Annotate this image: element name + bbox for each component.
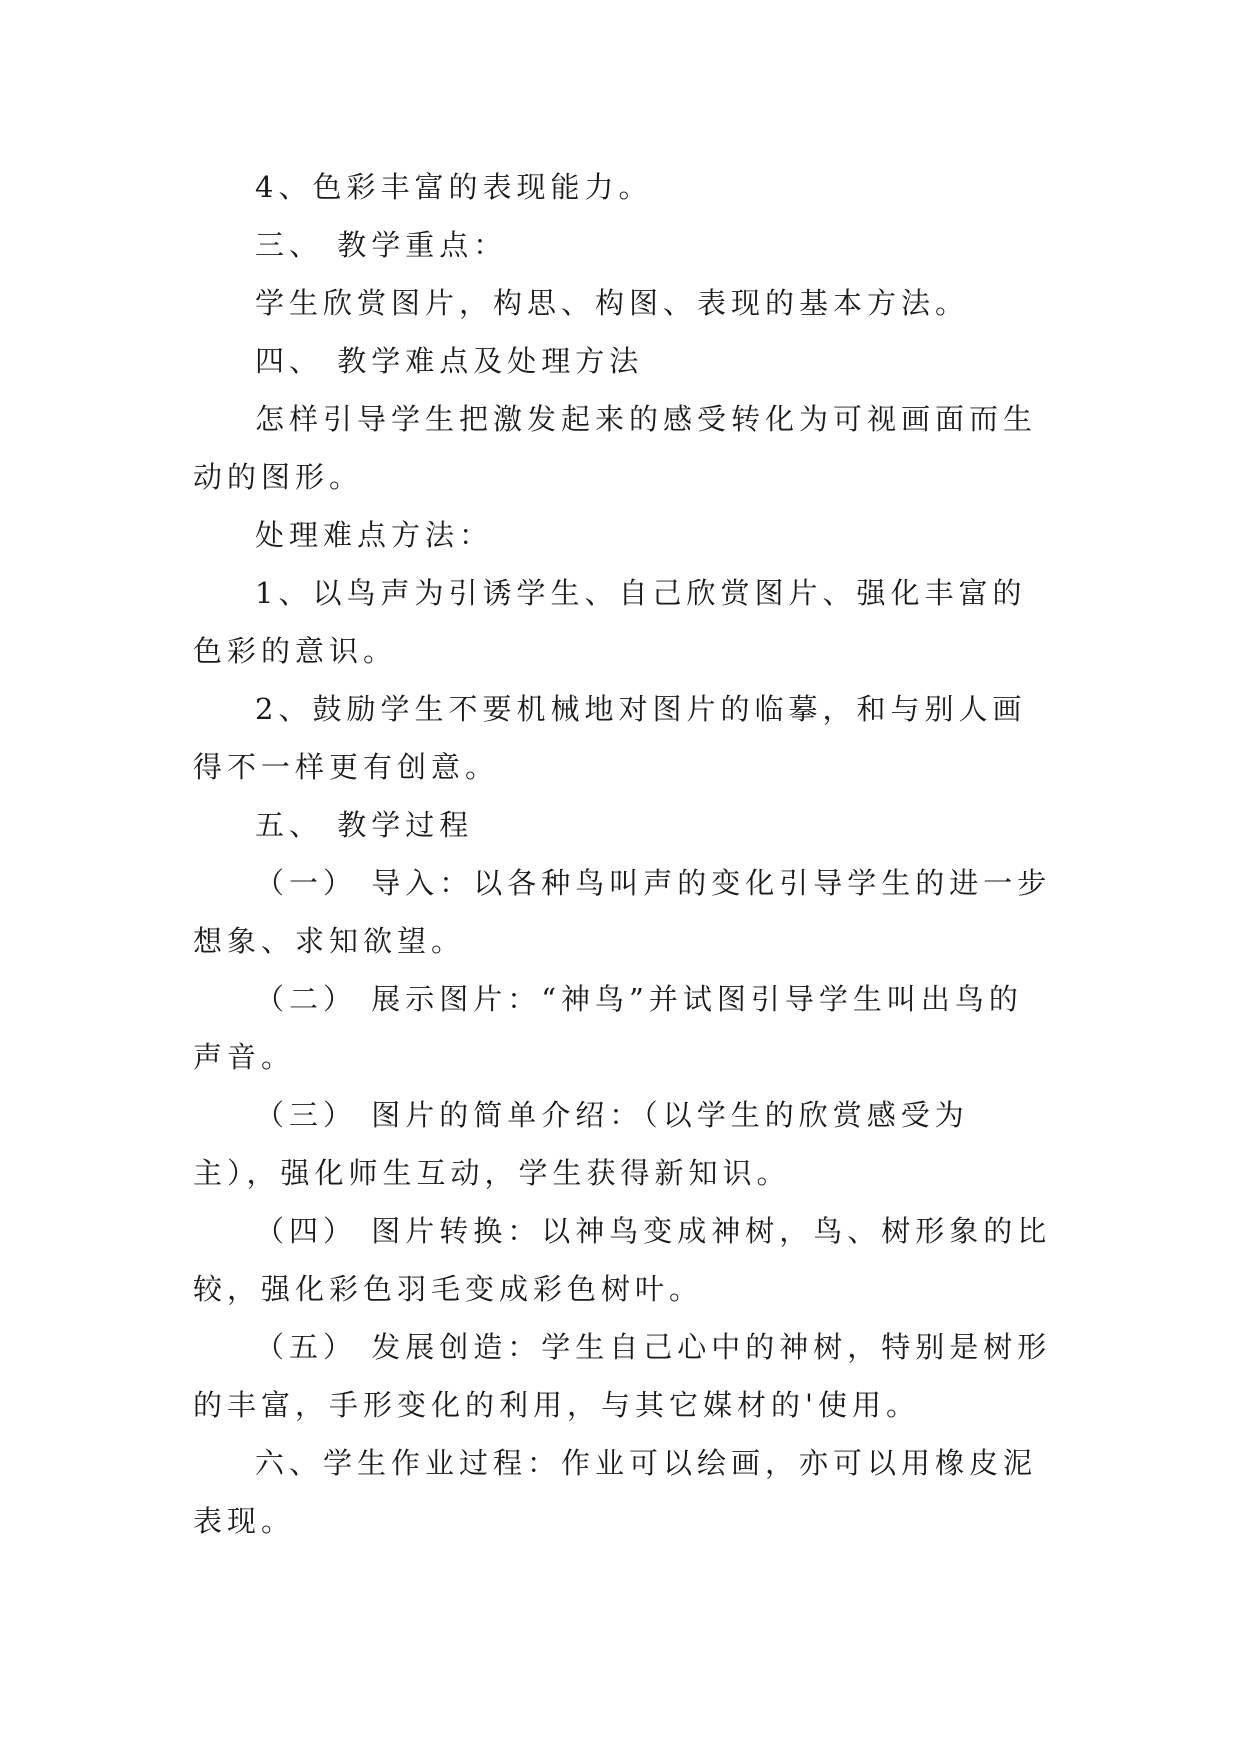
heading-teaching-process: 五、 教学过程 — [255, 808, 474, 842]
paragraph-color-ability: 4、色彩丰富的表现能力。 — [255, 170, 653, 204]
paragraph-process-4: （四） 图片转换：以神鸟变成神树，鸟、树形象的比较，强化彩色羽毛变成彩色树叶。 — [193, 1214, 1052, 1306]
paragraph-student-homework: 六、学生作业过程：作业可以绘画，亦可以用橡皮泥表现。 — [193, 1446, 1038, 1538]
paragraph-process-5: （五） 发展创造：学生自己心中的神树，特别是树形的丰富，手形变化的利用，与其它媒材的'使用。 — [193, 1330, 1052, 1422]
document-body — [193, 158, 1055, 1550]
heading-teaching-difficulty: 四、 教学难点及处理方法 — [255, 344, 644, 378]
paragraph-difficulty-content: 怎样引导学生把激发起来的感受转化为可视画面而生动的图形。 — [193, 402, 1038, 494]
paragraph-process-3: （三） 图片的简单介绍：（以学生的欣赏感受为主），强化师生互动，学生获得新知识。 — [193, 1098, 969, 1190]
paragraph-method-2: 2、鼓励学生不要机械地对图片的临摹，和与别人画得不一样更有创意。 — [193, 692, 1027, 784]
paragraph-process-2: （二） 展示图片：“神鸟”并试图引导学生叫出鸟的声音。 — [193, 982, 1023, 1074]
paragraph-method-1: 1、以鸟声为引诱学生、自己欣赏图片、强化丰富的色彩的意识。 — [193, 576, 1027, 668]
paragraph-focus-content: 学生欣赏图片，构思、构图、表现的基本方法。 — [255, 286, 970, 320]
heading-difficulty-methods: 处理难点方法： — [255, 518, 494, 552]
heading-teaching-focus: 三、 教学重点： — [255, 228, 508, 262]
paragraph-process-1: （一） 导入：以各种鸟叫声的变化引导学生的进一步想象、求知欲望。 — [193, 866, 1052, 958]
